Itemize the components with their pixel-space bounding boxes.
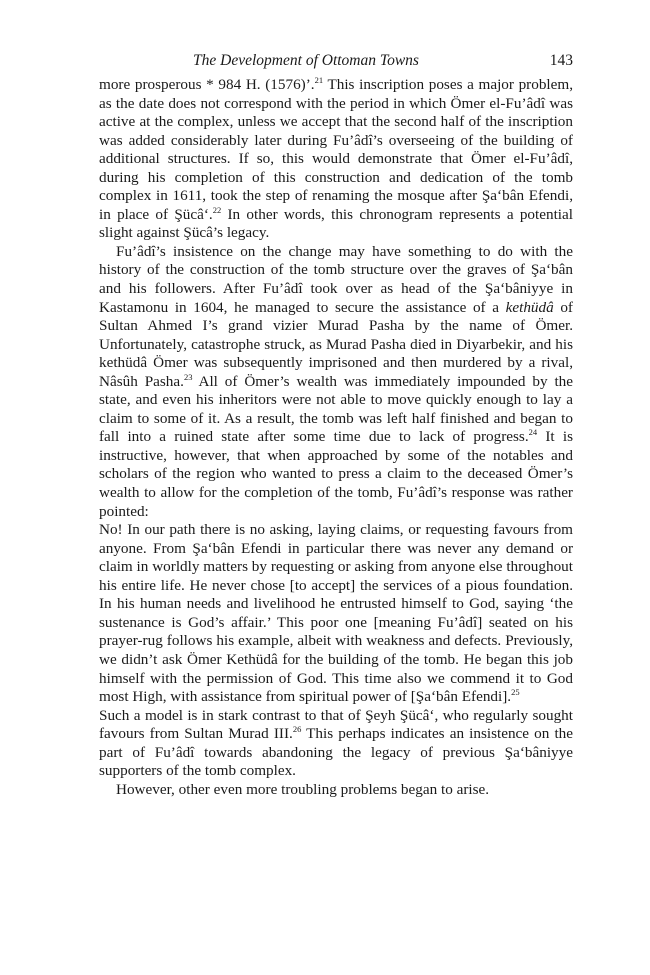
paragraph-1-text-a: more prosperous * 984 H. (1576)’. — [99, 76, 315, 93]
paragraph-3 — [99, 707, 573, 781]
italic-term: kethüdâ — [505, 298, 554, 316]
footnote-ref-23: 23 — [183, 371, 193, 382]
block-quote-text: No! In our path there is no asking, laying claims, or requesting favours from anyone. From Şa‘bân Efendi in particular there was never any demand or claim in worldly matters by requesting or asking from anyone else throughout his entire life. He never chose [to accept] the services of a pious foundation. In his human needs and livelihood he entrusted himself to God, saying ‘the sustenance is God’s affair.’ This poor one [meaning Fu’âdî] seated on his prayer-rug follows his example, albeit with weakness and defects. Previously, we didn’t ask Ömer Kethüdâ for the building of the tomb. He began this job himself with the permission of God. This time also we commend it to God most High, with assistance from spiritual power of [Şa‘bân Efendi]. — [99, 521, 573, 706]
block-quote — [99, 521, 573, 706]
footnote-ref-21: 21 — [314, 75, 324, 85]
footnote-ref-22: 22 — [212, 204, 222, 215]
page-number: 143 — [549, 52, 573, 69]
paragraph-4-text: However, other even more troubling problems began to arise. — [116, 780, 490, 798]
paragraph-2-text-b: of Sultan Ahmed I’s grand vizier Murad Pasha by the name of Ömer. Unfortunately, catastrophe struck, as Murad Pasha died in Diyarbekir, and his kethüdâ Ömer was subsequently imprisoned and then murdered by a rival, Nâsûh Pasha. — [99, 298, 573, 390]
paragraph-1 — [99, 76, 573, 243]
body-text — [99, 76, 573, 799]
paragraph-2-text-c: All of Ömer’s wealth was immediately impounded by the state, and even his inheritors were not able to move quickly enough to lay a claim to some of it. As a result, the tomb was left half finished and began to fall into a ruined state after some time due to lack of progress. — [99, 372, 573, 446]
paragraph-1-text-c: In other words, this chronogram represents a potential slight against Şücâ’s legacy. — [99, 205, 573, 242]
paragraph-3-text-b: This perhaps indicates an insistence on the part of Fu’âdî towards abandoning the legacy of previous Şa‘bâniyye supporters of the tomb complex. — [99, 725, 574, 780]
paragraph-3-text-a: Such a model is in stark contrast to that of Şeyh Şücâ‘, who regularly sought favours from Sultan Murad III. — [99, 706, 573, 743]
paragraph-2-text-a: Fu’âdî’s insistence on the change may have something to do with the history of the construction of the tomb structure over the graves of Şa‘bân and his followers. After Fu’âdî took over as head of the Şa‘bâniyye in Kastamonu in 1604, he managed to secure the assistance of a — [99, 242, 573, 316]
paragraph-2 — [99, 243, 573, 521]
footnote-ref-26: 26 — [292, 724, 302, 735]
paragraph-4 — [99, 781, 573, 800]
book-page — [99, 48, 573, 799]
page-header — [99, 48, 573, 76]
paragraph-1-text-b: This inscription poses a major problem, as the date does not correspond with the period in which Ömer el-Fu’âdî was active at the complex, unless we accept that the second half of the inscription was added considerably later during Fu’âdî’s overseeing of the building of additional structures. If so, this would demonstrate that Ömer el-Fu’âdî, during his completion of this construction and dedication of the tomb complex in 1611, took the step of renaming the mosque after Şa‘bân Efendi, in place of Şücâ‘. — [99, 76, 574, 223]
running-title: The Development of Ottoman Towns — [193, 52, 419, 69]
paragraph-2-text-d: It is instructive, however, that when approached by some of the notables and scholars of the region who wanted to press a claim to the deceased Ömer’s wealth to allow for the completion of the tomb, Fu’âdî’s response was rather pointed: — [99, 428, 573, 520]
footnote-ref-25: 25 — [511, 687, 520, 698]
footnote-ref-24: 24 — [528, 427, 538, 438]
